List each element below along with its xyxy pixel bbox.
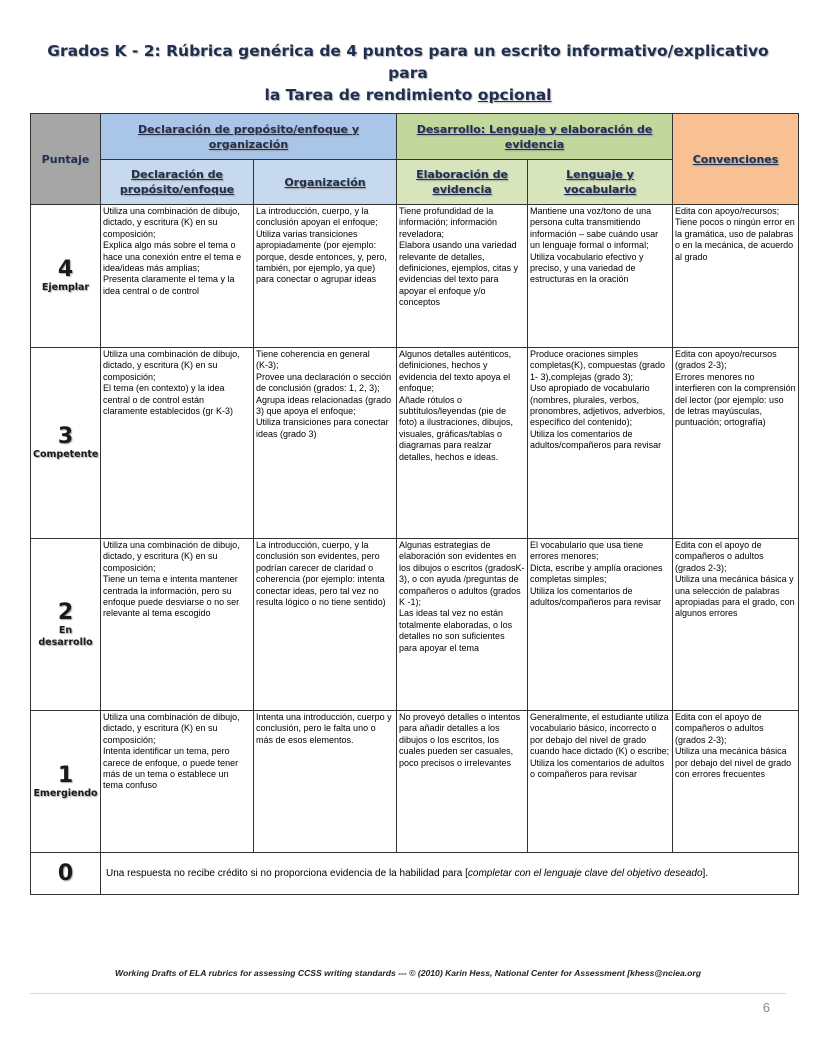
footer-credit: Working Drafts of ELA rubrics for assessing CCSS writing standards --- © (2010) Karin Hess, National Center for Assessment [khess@nciea.org: [114, 968, 702, 978]
organization-cell: Tiene coherencia en general (K-3); Provee una declaración o sección de conclusión (grados: 1, 2, 3); Agrupa ideas relacionadas (grado 3) que apoya el enfoque; Utiliza transiciones para conectar ideas (grado 3): [254, 348, 397, 539]
subheader-purpose-text: Declaración de propósito/enfoque: [119, 168, 235, 196]
header-purpose-organization-text: Declaración de propósito/enfoque y organización: [137, 122, 360, 151]
title-line-2: [30, 84, 786, 106]
score-level: Ejemplar: [41, 282, 90, 293]
elaboration-cell: Tiene profundidad de la información; información reveladora; Elabora usando una variedad relevante de detalles, definiciones, ejemplos, citas y evidencias del texto para apoyar el enfoque y/o conceptos: [397, 205, 528, 348]
subheader-language-text: Lenguaje y vocabulario: [563, 168, 637, 196]
score-cell: [31, 205, 101, 348]
score-number: 4: [57, 257, 74, 282]
title-line-2-text: la Tarea de rendimiento: [264, 86, 478, 104]
organization-cell: La introducción, cuerpo, y la conclusión apoyan el enfoque; Utiliza varias transiciones apropiadamente (por ejemplo: porque, desde entonces, y, pero, también, por ejemplo, ya que) para conectar o agrupar ideas: [254, 205, 397, 348]
language-cell: El vocabulario que usa tiene errores menores; Dicta, escribe y amplía oraciones completas simples; Utiliza los comentarios de adultos/compañeros para revisar: [528, 539, 673, 711]
subheader-elaboration: [397, 160, 528, 205]
document-title: [30, 40, 786, 106]
title-line-1: Grados K - 2: Rúbrica genérica de 4 puntos para un escrito informativo/explicativo para: [47, 42, 769, 82]
table-row: [31, 348, 799, 539]
conventions-cell: Edita con apoyo/recursos (grados 2-3); Errores menores no interfieren con la comprensión del lector (por ejemplo: uso de letras mayúsculas, puntuación; ortografía): [673, 348, 799, 539]
conventions-cell: Edita con el apoyo de compañeros o adultos (grados 2-3); Utiliza una mecánica básica por debajo del nivel de grado con errores frecuentes: [673, 711, 799, 853]
header-development: [397, 114, 673, 160]
table-row: [31, 205, 799, 348]
zero-italic-text: completar con el lenguaje clave del objetivo deseado: [467, 867, 703, 879]
page-divider: [30, 993, 786, 994]
organization-cell: La introducción, cuerpo, y la conclusión son evidentes, pero podrían carecer de claridad o coherencia (por ejemplo: intenta conectar ideas, pero tal vez no resulta lógico o no tiene sentido): [254, 539, 397, 711]
zero-end-text: ].: [702, 867, 709, 879]
header-conventions: [673, 114, 799, 205]
purpose-cell: Utiliza una combinación de dibujo, dictado, y escritura (K) en su composición; Explica algo más sobre el tema o hace una conexión entre el tema e idea/ideas más amplias; Presenta claramente el tema y la idea central o de control: [101, 205, 254, 348]
subheader-language: [528, 160, 673, 205]
score-number: 1: [57, 762, 74, 788]
purpose-cell: Utiliza una combinación de dibujo, dictado, y escritura (K) en su composición; Intenta identificar un tema, pero carece de enfoque, o puede tener más de un tema o establece un tema confuso: [101, 711, 254, 853]
elaboration-cell: Algunos detalles auténticos, definiciones, hechos y evidencia del texto apoya el enfoque; Añade rótulos o subtítulos/leyendas (pie de foto) a ilustraciones, dibujos, visuales, gráficas/tablas o diagramas para realzar detalles, hechos e ideas.: [397, 348, 528, 539]
language-cell: Produce oraciones simples completas(K), compuestas (grado 1- 3),complejas (grado 3); Uso apropiado de vocabulario (nombres, plurales, verbos, pronombres, adjetivos, adverbios, específico del contenido); Utiliza los comentarios de adultos/compañeros para revisar: [528, 348, 673, 539]
score-level: Emergiendo: [33, 787, 98, 799]
score-number: 3: [57, 424, 74, 449]
conventions-cell: Edita con apoyo/recursos; Tiene pocos o ningún error en la gramática, uso de palabras o en la mecánica, de acuerdo al grado: [673, 205, 799, 348]
table-row: [31, 711, 799, 853]
elaboration-cell: Algunas estrategias de elaboración son evidentes en los dibujos o escritos (gradosK-3), o con ayuda /preguntas de compañeros o adultos (grados K -1); Las ideas tal vez no están totalmente elaboradas, o los detalles no son suficientes para apoyar el tema: [397, 539, 528, 711]
score-cell: [31, 539, 101, 711]
score-number: 2: [57, 599, 74, 625]
page-number: 6: [762, 1000, 770, 1015]
purpose-cell: Utiliza una combinación de dibujo, dictado, y escritura (K) en su composición; Tiene un tema e intenta mantener centrada la información, pero su enfoque puede desviarse o no ser relevante al tema escogido: [101, 539, 254, 711]
subheader-organization-text: Organización: [284, 175, 366, 189]
subheader-organization: [254, 160, 397, 205]
language-cell: Mantiene una voz/tono de una persona culta transmitiendo información – sabe cuándo usar un lenguaje formal o informal; Utiliza vocabulario efectivo y preciso, y una variedad de estructuras en la oración: [528, 205, 673, 348]
table-row: [31, 539, 799, 711]
score-number: 0: [57, 860, 74, 886]
organization-cell: Intenta una introducción, cuerpo y conclusión, pero le falta uno o más de esos elementos.: [254, 711, 397, 853]
table-row-zero: [31, 853, 799, 895]
score-cell: [31, 348, 101, 539]
purpose-cell: Utiliza una combinación de dibujo, dictado, y escritura (K) en su composición; El tema (en contexto) y la idea central o de control están claramente establecidos (gr K-3): [101, 348, 254, 539]
header-score: Puntaje: [31, 114, 101, 205]
header-development-text: Desarrollo: Lenguaje y elaboración de evidencia: [416, 122, 653, 151]
rubric-table: [30, 113, 799, 895]
subheader-elaboration-text: Elaboración de evidencia: [416, 168, 508, 196]
conventions-cell: Edita con el apoyo de compañeros o adultos (grados 2-3); Utiliza una mecánica básica y una selección de palabras apropiadas para el grado, con algunos errores: [673, 539, 799, 711]
score-level: Competente: [33, 449, 99, 460]
title-underlined-word: opcional: [477, 86, 552, 104]
score-cell: [31, 853, 101, 895]
zero-text: Una respuesta no recibe crédito si no proporciona evidencia de la habilidad para [: [106, 867, 468, 879]
score-level: En desarrollo: [38, 624, 93, 648]
zero-score-description: [101, 853, 799, 895]
header-conventions-text: Convenciones: [692, 152, 779, 166]
header-purpose-organization: [101, 114, 397, 160]
score-cell: [31, 711, 101, 853]
language-cell: Generalmente, el estudiante utiliza vocabulario básico, incorrecto o por debajo del nivel de grado cuando hace dictado (K) o escribe; Utiliza los comentarios de adultos o compañeros para revisar: [528, 711, 673, 853]
elaboration-cell: No proveyó detalles o intentos para añadir detalles a los dibujos o los escritos, los cuales pueden ser casuales, poco precisos o irrelevantes: [397, 711, 528, 853]
subheader-purpose: [101, 160, 254, 205]
